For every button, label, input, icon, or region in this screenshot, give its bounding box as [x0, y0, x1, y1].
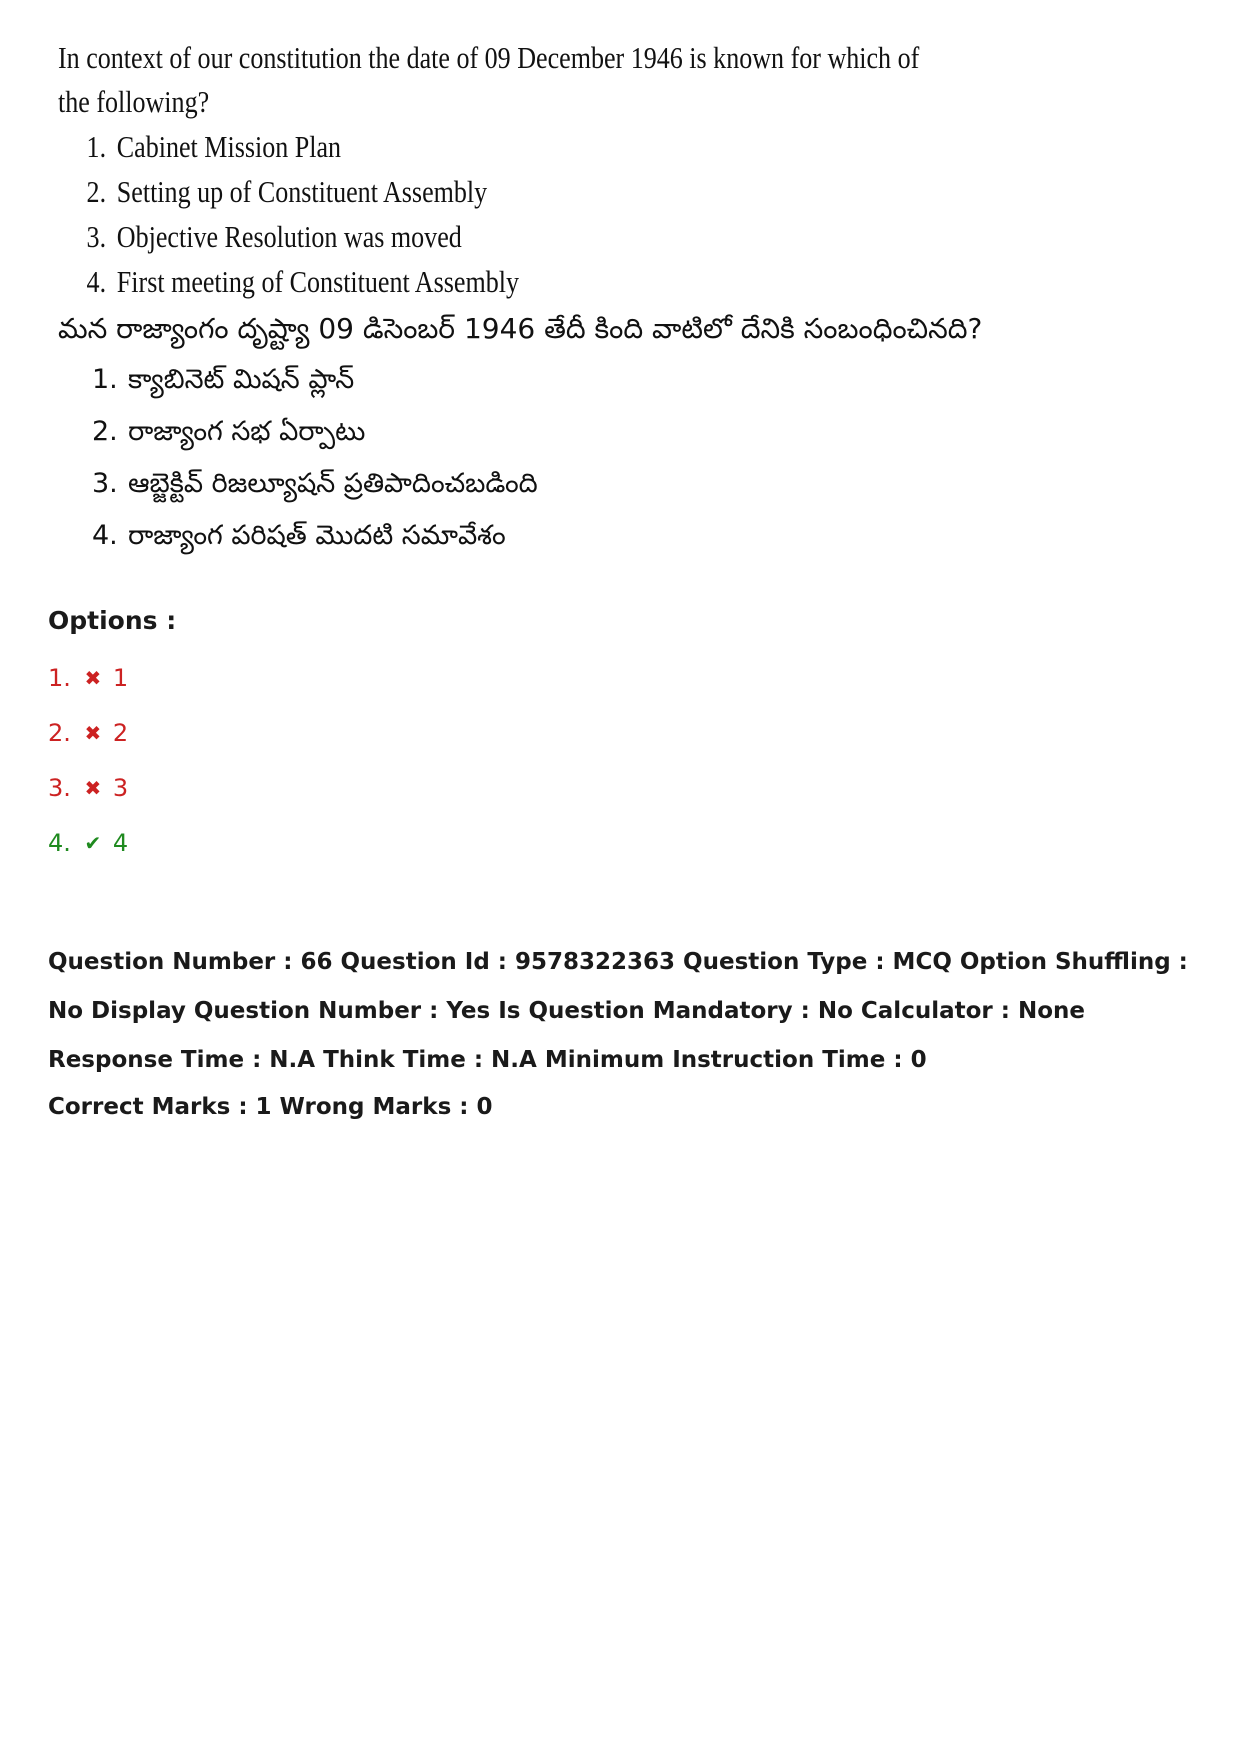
checkmark-icon: ✔	[84, 831, 102, 855]
question-text-english: In context of our constitution the date of 09 December 1946 is known for which of the following?	[58, 40, 920, 119]
cross-icon: ✖	[84, 721, 102, 745]
telugu-choice: 1. క్యాబినెట్ మిషన్ ప్లాన్	[92, 364, 355, 395]
question-image	[58, 36, 983, 562]
telugu-choice: 3. ఆబ్జెక్టివ్ రిజల్యూషన్ ప్రతిపాదించబడింది	[92, 468, 538, 499]
marks-info: Correct Marks : 1 Wrong Marks : 0	[48, 1094, 493, 1120]
english-choice: 1. Cabinet Mission Plan	[86, 129, 342, 164]
option-item-correct: 4. ✔ 4	[48, 829, 129, 857]
english-choice-list	[58, 124, 958, 304]
question-text-telugu: మన రాజ్యాంగం దృష్ట్యా 09 డిసెంబర్ 1946 తేదీ కింది వాటిలో దేనికి సంబంధించినది?	[58, 312, 983, 345]
cross-icon: ✖	[84, 776, 102, 800]
cross-icon: ✖	[84, 666, 102, 690]
question-metadata: Question Number : 66 Question Id : 9578322363 Question Type : MCQ Option Shuffling : No Display Question Number : Yes Is Question Mandatory : No Calculator : None Response Time : N.A Think Time : N.A Minimum Instruction Time : 0	[48, 949, 1188, 1073]
options-list	[48, 662, 128, 882]
option-item: 2. ✖ 2	[48, 719, 129, 747]
english-choice: 4. First meeting of Constituent Assembly	[86, 264, 519, 299]
telugu-choice: 2. రాజ్యాంగ సభ ఏర్పాటు	[92, 416, 366, 447]
option-item: 1. ✖ 1	[48, 664, 129, 692]
telugu-choice-list	[58, 354, 958, 562]
english-choice: 2. Setting up of Constituent Assembly	[86, 174, 488, 209]
options-label: Options :	[48, 606, 177, 635]
telugu-choice: 4. రాజ్యాంగ పరిషత్ మొదటి సమావేశం	[92, 520, 506, 551]
option-item: 3. ✖ 3	[48, 774, 129, 802]
english-choice: 3. Objective Resolution was moved	[86, 219, 462, 254]
